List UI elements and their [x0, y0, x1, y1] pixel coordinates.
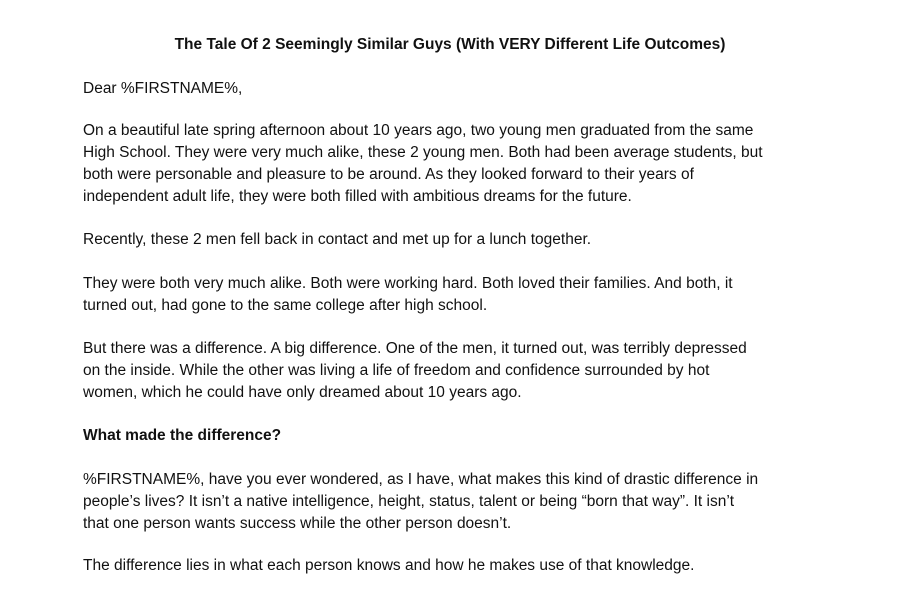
greeting [83, 78, 823, 100]
greeting-text: Dear %FIRSTNAME%, [83, 80, 243, 97]
paragraph-line: people’s lives? It isn’t a native intelligence, height, status, talent or being “born that way”. It isn’t [83, 493, 735, 510]
paragraph-line: both were personable and pleasure to be around. As they looked forward to their years of [83, 166, 694, 183]
paragraph-line: independent adult life, they were both filled with ambitious dreams for the future. [83, 188, 632, 205]
paragraph-line: High School. They were very much alike, these 2 young men. Both had been average students, but [83, 144, 763, 161]
paragraph-line: turned out, had gone to the same college after high school. [83, 297, 488, 314]
paragraph-line: But there was a difference. A big difference. One of the men, it turned out, was terribly depressed [83, 340, 747, 357]
paragraph-line: %FIRSTNAME%, have you ever wondered, as I have, what makes this kind of drastic difference in [83, 471, 759, 488]
paragraph-1 [83, 120, 823, 208]
paragraph-line: Recently, these 2 men fell back in contact and met up for a lunch together. [83, 231, 592, 248]
paragraph-line: They were both very much alike. Both were working hard. Both loved their families. And both, it [83, 275, 733, 292]
paragraph-2 [83, 229, 823, 251]
paragraph-line: on the inside. While the other was living a life of freedom and confidence surrounded by hot [83, 362, 710, 379]
paragraph-line: The difference lies in what each person knows and how he makes use of that knowledge. [83, 557, 695, 574]
paragraph-6 [83, 555, 823, 577]
paragraph-line: On a beautiful late spring afternoon about 10 years ago, two young men graduated from the same [83, 122, 754, 139]
paragraph-5 [83, 469, 823, 535]
document-title: The Tale Of 2 Seemingly Similar Guys (With VERY Different Life Outcomes) [174, 36, 726, 53]
paragraph-4 [83, 338, 823, 404]
subheading [83, 425, 823, 447]
subheading-text: What made the difference? [83, 427, 282, 444]
paragraph-line: women, which he could have only dreamed about 10 years ago. [83, 384, 522, 401]
paragraph-line: that one person wants success while the other person doesn’t. [83, 515, 512, 532]
paragraph-3 [83, 273, 823, 317]
